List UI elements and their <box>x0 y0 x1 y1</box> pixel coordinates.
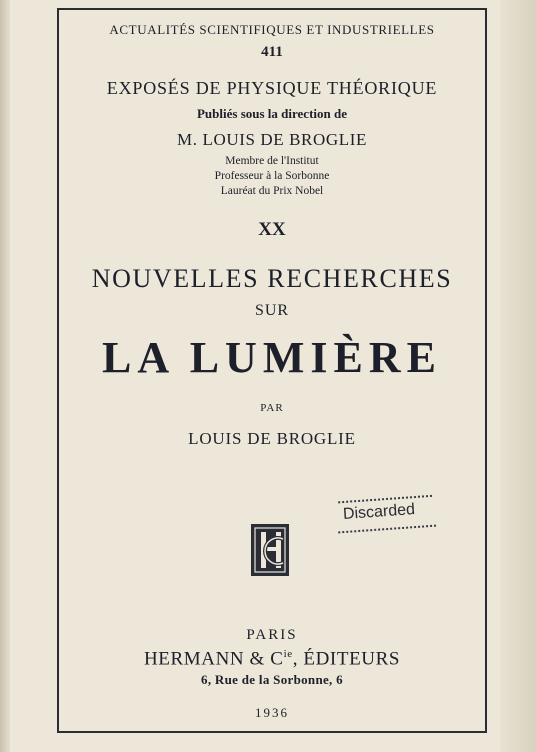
discarded-stamp <box>336 492 438 534</box>
book-title-line1: NOUVELLES RECHERCHES <box>91 264 453 293</box>
page-edge-left <box>0 0 10 752</box>
author-name: LOUIS DE BROGLIE <box>188 429 356 448</box>
stamp-label: Discarded <box>342 501 416 524</box>
book-title-main: LA LUMIÈRE <box>102 333 442 382</box>
collection-title: EXPOSÉS DE PHYSIQUE THÉORIQUE <box>106 78 438 98</box>
published-under-text: Publiés sous la direction de <box>196 106 347 121</box>
publisher-logo-icon <box>250 522 292 583</box>
publisher-city: PARIS <box>246 627 298 643</box>
volume-number: XX <box>258 219 286 240</box>
publisher-name: HERMANN & $C^{ie}$, ÉDITEURS <box>143 648 401 670</box>
publisher-address: 6, Rue de la Sorbonne, 6 <box>201 672 343 687</box>
book-title-connector: SUR <box>254 302 290 319</box>
series-number: 411 <box>261 44 283 60</box>
director-credential: Professeur à la Sorbonne <box>214 170 330 182</box>
by-label: PAR <box>260 402 284 414</box>
publication-year: 1936 <box>255 705 289 720</box>
page-edge-right <box>500 0 536 752</box>
series-title: ACTUALITÉS SCIENTIFIQUES ET INDUSTRIELLES <box>109 22 435 37</box>
director-credential: Lauréat du Prix Nobel <box>220 185 324 197</box>
director-credential: Membre de l'Institut <box>225 155 319 167</box>
director-name: M. LOUIS DE BROGLIE <box>177 130 367 149</box>
